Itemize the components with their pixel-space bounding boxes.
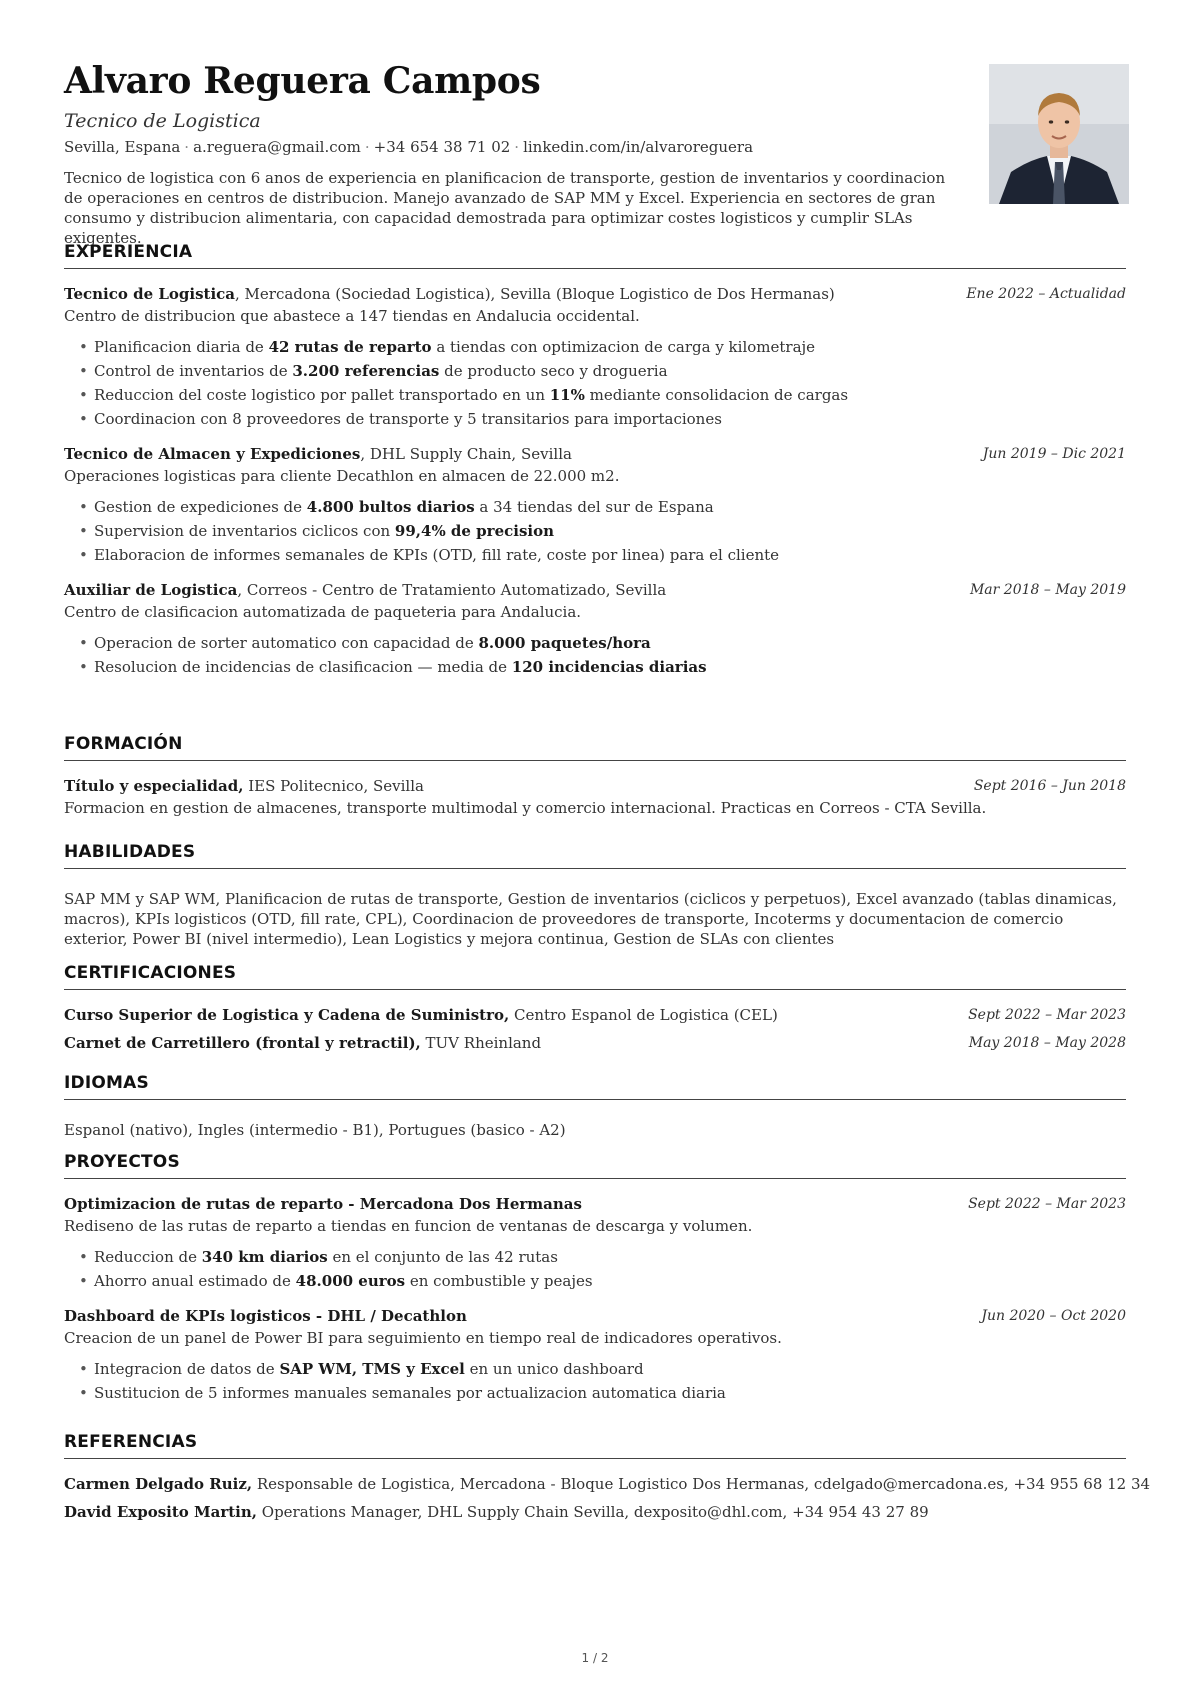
- achievement-item: • Coordinacion con 8 proveedores de transporte y 5 transitarios para importaciones: [94, 407, 1126, 431]
- project-name: Dashboard de KPIs logisticos - DHL / Decathlon: [64, 1307, 467, 1325]
- job-position: Tecnico de Logistica: [64, 285, 235, 303]
- entry-heading: [64, 1004, 1126, 1026]
- achievement-item: • Gestion de expediciones de 4.800 bultos diarios a 34 tiendas del sur de Espana: [94, 495, 1126, 519]
- education-date: Sept 2016 – Jun 2018: [973, 778, 1126, 794]
- certification-date: May 2018 – May 2028: [968, 1035, 1126, 1051]
- section-title-languages: IDIOMAS: [64, 1073, 1126, 1100]
- job-company: , Correos - Centro de Tratamiento Automatizado, Sevilla: [237, 581, 667, 599]
- job-date: Jun 2019 – Dic 2021: [982, 446, 1126, 462]
- reference-entry: [64, 1473, 1151, 1495]
- achievement-item: • Elaboracion de informes semanales de KPIs (OTD, fill rate, coste por linea) para el cliente: [94, 543, 1126, 567]
- contact-phone: +34 654 38 71 02: [373, 138, 511, 156]
- certification-name: Carnet de Carretillero (frontal y retractil),: [64, 1034, 421, 1052]
- section-title-education: FORMACIÓN: [64, 734, 1126, 761]
- achievement-item: • Reduccion de 340 km diarios en el conjunto de las 42 rutas: [94, 1245, 1126, 1269]
- section-title-projects: PROYECTOS: [64, 1152, 1126, 1179]
- achievement-item: • Resolucion de incidencias de clasificacion — media de 120 incidencias diarias: [94, 655, 1126, 679]
- contact-email[interactable]: a.reguera@gmail.com: [193, 138, 361, 156]
- project-entry: [64, 1305, 1126, 1405]
- certification-entry: [64, 1032, 1126, 1054]
- contact-separator: ·: [184, 138, 190, 156]
- languages-list: Espanol (nativo), Ingles (intermedio - B1), Portugues (basico - A2): [64, 1121, 566, 1139]
- reference-info: Operations Manager, DHL Supply Chain Sevilla, dexposito@dhl.com, +34 954 43 27 89: [257, 1503, 929, 1521]
- candidate-name: Alvaro Reguera Campos: [64, 60, 541, 102]
- entry-heading: [64, 1501, 1126, 1523]
- achievement-item: • Operacion de sorter automatico con capacidad de 8.000 paquetes/hora: [94, 631, 1126, 655]
- achievement-item: • Supervision de inventarios ciclicos con 99,4% de precision: [94, 519, 1126, 543]
- project-description: Creacion de un panel de Power BI para seguimiento en tiempo real de indicadores operativos.: [64, 1329, 782, 1347]
- section-education: [64, 734, 1126, 819]
- contact-separator: ·: [514, 138, 520, 156]
- achievement-item: • Reduccion del coste logistico por pallet transportado en un 11% mediante consolidacion de cargas: [94, 383, 1126, 407]
- section-title-certifications: CERTIFICACIONES: [64, 963, 1126, 990]
- reference-entry: [64, 1501, 1126, 1523]
- certification-entry: [64, 1004, 1126, 1026]
- page-number: 1 / 2: [581, 1651, 609, 1665]
- contact-location: Sevilla, Espana: [64, 138, 181, 156]
- section-languages: [64, 1073, 1126, 1140]
- section-projects: [64, 1152, 1126, 1405]
- experience-entry: [64, 443, 1126, 567]
- job-company: , Mercadona (Sociedad Logistica), Sevilla (Bloque Logistico de Dos Hermanas): [235, 285, 835, 303]
- job-description: Centro de distribucion que abastece a 147 tiendas en Andalucia occidental.: [64, 307, 640, 325]
- entry-heading: [64, 443, 1126, 465]
- candidate-role: Tecnico de Logistica: [64, 110, 261, 132]
- experience-entry: [64, 579, 1126, 679]
- section-title-experience: EXPERIENCIA: [64, 242, 1126, 269]
- reference-name: David Exposito Martin,: [64, 1503, 258, 1521]
- section-certifications: [64, 963, 1126, 1054]
- job-position: Tecnico de Almacen y Expediciones: [64, 445, 361, 463]
- project-entry: [64, 1193, 1126, 1293]
- certification-issuer: TUV Rheinland: [420, 1034, 542, 1052]
- achievement-list: [64, 495, 1126, 567]
- resume-page: [64, 0, 1151, 1683]
- profile-photo: [989, 64, 1129, 204]
- project-name: Optimizacion de rutas de reparto - Mercadona Dos Hermanas: [64, 1195, 582, 1213]
- achievement-list: [64, 1357, 1126, 1405]
- contact-line: [64, 138, 753, 156]
- section-references: [64, 1432, 1151, 1523]
- job-date: Ene 2022 – Actualidad: [966, 286, 1126, 302]
- contact-separator: ·: [364, 138, 370, 156]
- job-description: Operaciones logisticas para cliente Decathlon en almacen de 22.000 m2.: [64, 467, 620, 485]
- certification-name: Curso Superior de Logistica y Cadena de Suministro,: [64, 1006, 510, 1024]
- project-date: Jun 2020 – Oct 2020: [981, 1308, 1126, 1324]
- certification-issuer: Centro Espanol de Logistica (CEL): [509, 1006, 778, 1024]
- education-description: Formacion en gestion de almacenes, transporte multimodal y comercio internacional. Practicas en Correos - CTA Sevilla.: [64, 799, 987, 817]
- reference-info: Responsable de Logistica, Mercadona - Bloque Logistico Dos Hermanas, cdelgado@mercadona.es, +34 955 68 12 34: [252, 1475, 1151, 1493]
- entry-heading: [64, 775, 1126, 797]
- achievement-item: • Control de inventarios de 3.200 referencias de producto seco y drogueria: [94, 359, 1126, 383]
- achievement-list: [64, 1245, 1126, 1293]
- profile-summary: Tecnico de logistica con 6 anos de experiencia en planificacion de transporte, gestion de inventarios y coordinacion de operaciones en centros de distribucion. Manejo avanzado de SAP MM y Excel. Experiencia en sectores de gran consumo y distribucion alimentaria, con capacidad demostrada para optimizar costes logisticos y cumplir SLAs exigentes.: [64, 169, 946, 247]
- entry-heading: [64, 1193, 1126, 1215]
- achievement-item: • Planificacion diaria de 42 rutas de reparto a tiendas con optimizacion de carga y kilometraje: [94, 335, 1126, 359]
- entry-heading: [64, 1032, 1126, 1054]
- entry-heading: [64, 1305, 1126, 1327]
- section-title-skills: HABILIDADES: [64, 842, 1126, 869]
- entry-heading: [64, 1473, 1151, 1495]
- skills-list: SAP MM y SAP WM, Planificacion de rutas de transporte, Gestion de inventarios (ciclicos y perpetuos), Excel avanzado (tablas dinamicas, macros), KPIs logisticos (OTD, fill rate, CPL), Coordinacion de proveedores de transporte, Incoterms y documentacion de comercio exterior, Power BI (nivel intermedio), Lean Logistics y mejora continua, Gestion de SLAs con clientes: [64, 890, 1117, 948]
- section-title-references: REFERENCIAS: [64, 1432, 1126, 1459]
- contact-linkedin[interactable]: linkedin.com/in/alvaroreguera: [523, 138, 754, 156]
- school-name: IES Politecnico, Sevilla: [243, 777, 424, 795]
- job-date: Mar 2018 – May 2019: [969, 582, 1126, 598]
- section-skills: [64, 842, 1126, 949]
- achievement-list: [64, 335, 1126, 431]
- degree-title: Título y especialidad,: [64, 777, 244, 795]
- job-description: Centro de clasificacion automatizada de paqueteria para Andalucia.: [64, 603, 582, 621]
- achievement-item: • Integracion de datos de SAP WM, TMS y Excel en un unico dashboard: [94, 1357, 1126, 1381]
- entry-heading: [64, 579, 1126, 601]
- certification-date: Sept 2022 – Mar 2023: [968, 1007, 1126, 1023]
- achievement-list: [64, 631, 1126, 679]
- project-date: Sept 2022 – Mar 2023: [968, 1196, 1126, 1212]
- job-position: Auxiliar de Logistica: [64, 581, 238, 599]
- job-company: , DHL Supply Chain, Sevilla: [360, 445, 572, 463]
- section-experience: [64, 242, 1126, 679]
- achievement-item: • Ahorro anual estimado de 48.000 euros en combustible y peajes: [94, 1269, 1126, 1293]
- achievement-item: • Sustitucion de 5 informes manuales semanales por actualizacion automatica diaria: [94, 1381, 1126, 1405]
- experience-entry: [64, 283, 1126, 431]
- education-entry: [64, 775, 1126, 819]
- reference-name: Carmen Delgado Ruiz,: [64, 1475, 253, 1493]
- project-description: Rediseno de las rutas de reparto a tiendas en funcion de ventanas de descarga y volumen.: [64, 1217, 753, 1235]
- portrait-image: [989, 64, 1129, 204]
